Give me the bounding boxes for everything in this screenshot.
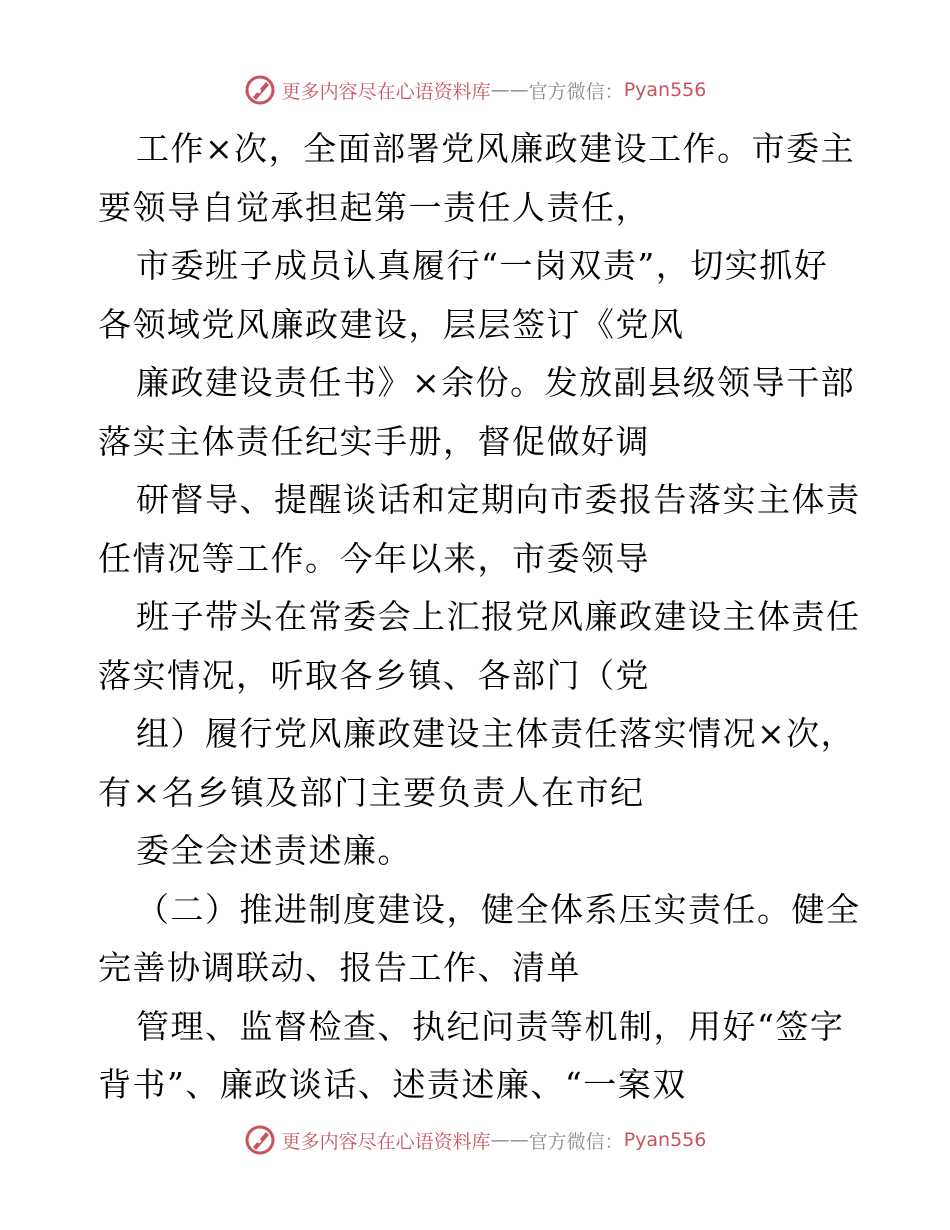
body-line: 要领导自觉承担起第一责任人责任， — [98, 187, 650, 227]
body-line: 研督导、提醒谈话和定期向市委报告落实主体责 — [136, 480, 861, 519]
body-line: 任情况等工作。今年以来，市委领导 — [98, 538, 650, 578]
pen-circle-logo-icon — [244, 74, 276, 106]
header-watermark — [0, 70, 950, 110]
body-line: 完善协调联动、报告工作、清单 — [98, 948, 581, 987]
body-line: 落实主体责任纪实手册，督促做好调 — [98, 421, 650, 461]
watermark-main-text: 更多内容尽在心语资料库 — [281, 80, 491, 103]
watermark-separator: —— — [490, 1129, 529, 1151]
footer-watermark — [0, 1120, 950, 1160]
body-line: 工作×次，全面部署党风廉政建设工作。市委主 — [136, 129, 856, 168]
watermark-wechat-label: 官方微信： — [528, 80, 624, 103]
watermark-main-text: 更多内容尽在心语资料库 — [281, 1130, 491, 1153]
body-line: 各领域党风廉政建设，层层签订《党风 — [98, 304, 685, 344]
body-line: 有×名乡镇及部门主要负责人在市纪 — [98, 772, 645, 812]
pen-circle-logo-icon — [244, 1124, 276, 1156]
document-body — [98, 120, 861, 1115]
watermark-wechat-id: Pyan556 — [623, 1129, 707, 1151]
body-line: 班子带头在常委会上汇报党风廉政建设主体责任 — [136, 597, 861, 636]
body-line: 市委班子成员认真履行“一岗双责”，切实抓好 — [136, 246, 829, 285]
watermark-wechat-id: Pyan556 — [623, 79, 707, 101]
body-line: 廉政建设责任书》×余份。发放副县级领导干部 — [136, 363, 856, 402]
body-line: （二）推进制度建设，健全体系压实责任。健全 — [136, 889, 861, 929]
body-line: 落实情况，听取各乡镇、各部门（党 — [98, 655, 650, 695]
watermark-separator: —— — [490, 79, 529, 101]
body-line: 管理、监督检查、执纪问责等机制，用好“签字 — [136, 1006, 845, 1046]
watermark-wechat-label: 官方微信： — [528, 1130, 624, 1153]
body-line: 背书”、廉政谈话、述责述廉、“一案双 — [98, 1065, 687, 1104]
body-line: 组）履行党风廉政建设主体责任落实情况×次， — [136, 714, 856, 753]
body-line: 委全会述责述廉。 — [136, 831, 412, 870]
